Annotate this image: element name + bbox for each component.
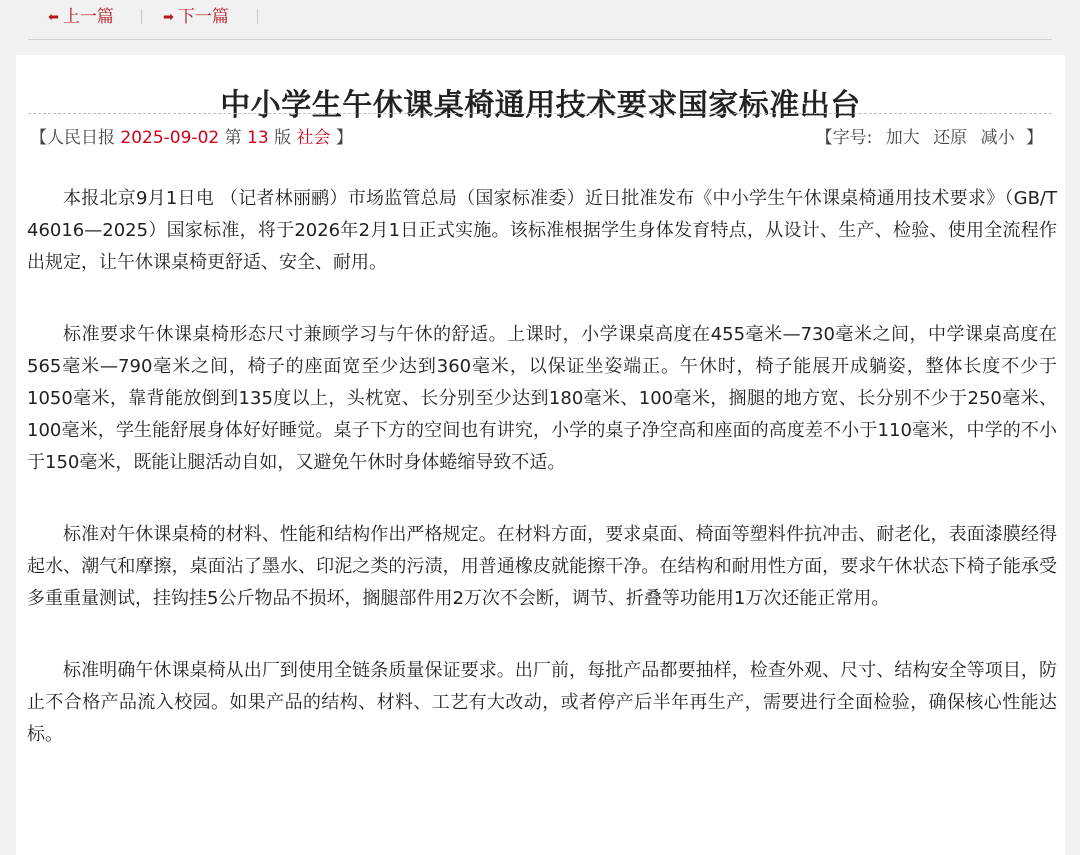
font-larger-button[interactable]: 加大 [885,128,920,148]
prev-article-link[interactable] [48,6,114,29]
font-size-label: 【字号: [815,128,873,148]
nav-divider [257,9,258,24]
next-article-link[interactable] [163,6,229,29]
font-smaller-button[interactable]: 减小 [980,128,1015,148]
prev-page-icon: ⬅︎ [48,10,59,25]
article-nav-bar [0,0,1080,40]
font-reset-button[interactable]: 还原 [933,128,968,148]
edition-suffix: 版 [274,128,292,148]
font-controls-close-bracket: 】 [1026,128,1043,148]
next-page-icon: ➡︎ [163,10,174,25]
newspaper-name: 人民日报 [47,128,115,148]
article-body [27,183,1057,791]
next-article-label: 下一篇 [177,7,229,27]
prev-article-label: 上一篇 [62,7,114,27]
edition-number: 13 [247,128,269,148]
font-size-controls [816,127,1043,149]
title-divider [28,113,1052,114]
nav-divider [141,9,142,24]
article-paragraph: 标准要求午休课桌椅形态尺寸兼顾学习与午休的舒适。上课时，小学课桌高度在455毫米—730毫米之间，中学课桌高度在565毫米—790毫米之间，椅子的座面宽至少达到360毫米，以保证坐姿端正。午休时，椅子能展开成躺姿，整体长度不少于1050毫米，靠背能放倒到135度以上，头枕宽、长分别至少达到180毫米、100毫米，搁腿的地方宽、长分别不少于250毫米、100毫米，学生能舒展身体好好睡觉。桌子下方的空间也有讲究，小学的桌子净空高和座面的高度差不小于110毫米，中学的不小于150毫米，既能让腿活动自如，又避免午休时身体蜷缩导致不适。 [27,324,1057,473]
article-title: 中小学生午休课桌椅通用技术要求国家标准出台 [220,88,861,124]
section-link[interactable]: 社会 [296,128,331,148]
article-meta [30,127,353,149]
article-paragraph: 标准明确午休课桌椅从出厂到使用全链条质量保证要求。出厂前，每批产品都要抽样，检查外观、尺寸、结构安全等项目，防止不合格产品流入校园。如果产品的结构、材料、工艺有大改动，或者停产后半年再生产，需要进行全面检验，确保核心性能达标。 [27,660,1057,745]
edition-prefix: 第 [224,128,242,148]
meta-close-bracket: 】 [335,128,353,148]
article-paragraph: 标准对午休课桌椅的材料、性能和结构作出严格规定。在材料方面，要求桌面、椅面等塑料件抗冲击、耐老化，表面漆膜经得起水、潮气和摩擦，桌面沾了墨水、印泥之类的污渍，用普通橡皮就能擦干净。在结构和耐用性方面，要求午休状态下椅子能承受多重重量测试，挂钩挂5公斤物品不损坏，搁腿部件用2万次不会断，调节、折叠等功能用1万次还能正常用。 [27,524,1057,609]
meta-open-bracket: 【 [30,128,47,148]
nav-bottom-rule [28,39,1052,40]
publish-date: 2025-09-02 [120,128,220,148]
article-paragraph: 本报北京9月1日电 （记者林丽鹂）市场监管总局（国家标准委）近日批准发布《中小学生午休课桌椅通用技术要求》（GB/T 46016—2025）国家标准，将于2026年2月1日正式实施。该标准根据学生身体发育特点，从设计、生产、检验、使用全流程作出规定，让午休课桌椅更舒适、安全、耐用。 [27,188,1057,273]
article-panel [16,55,1065,855]
